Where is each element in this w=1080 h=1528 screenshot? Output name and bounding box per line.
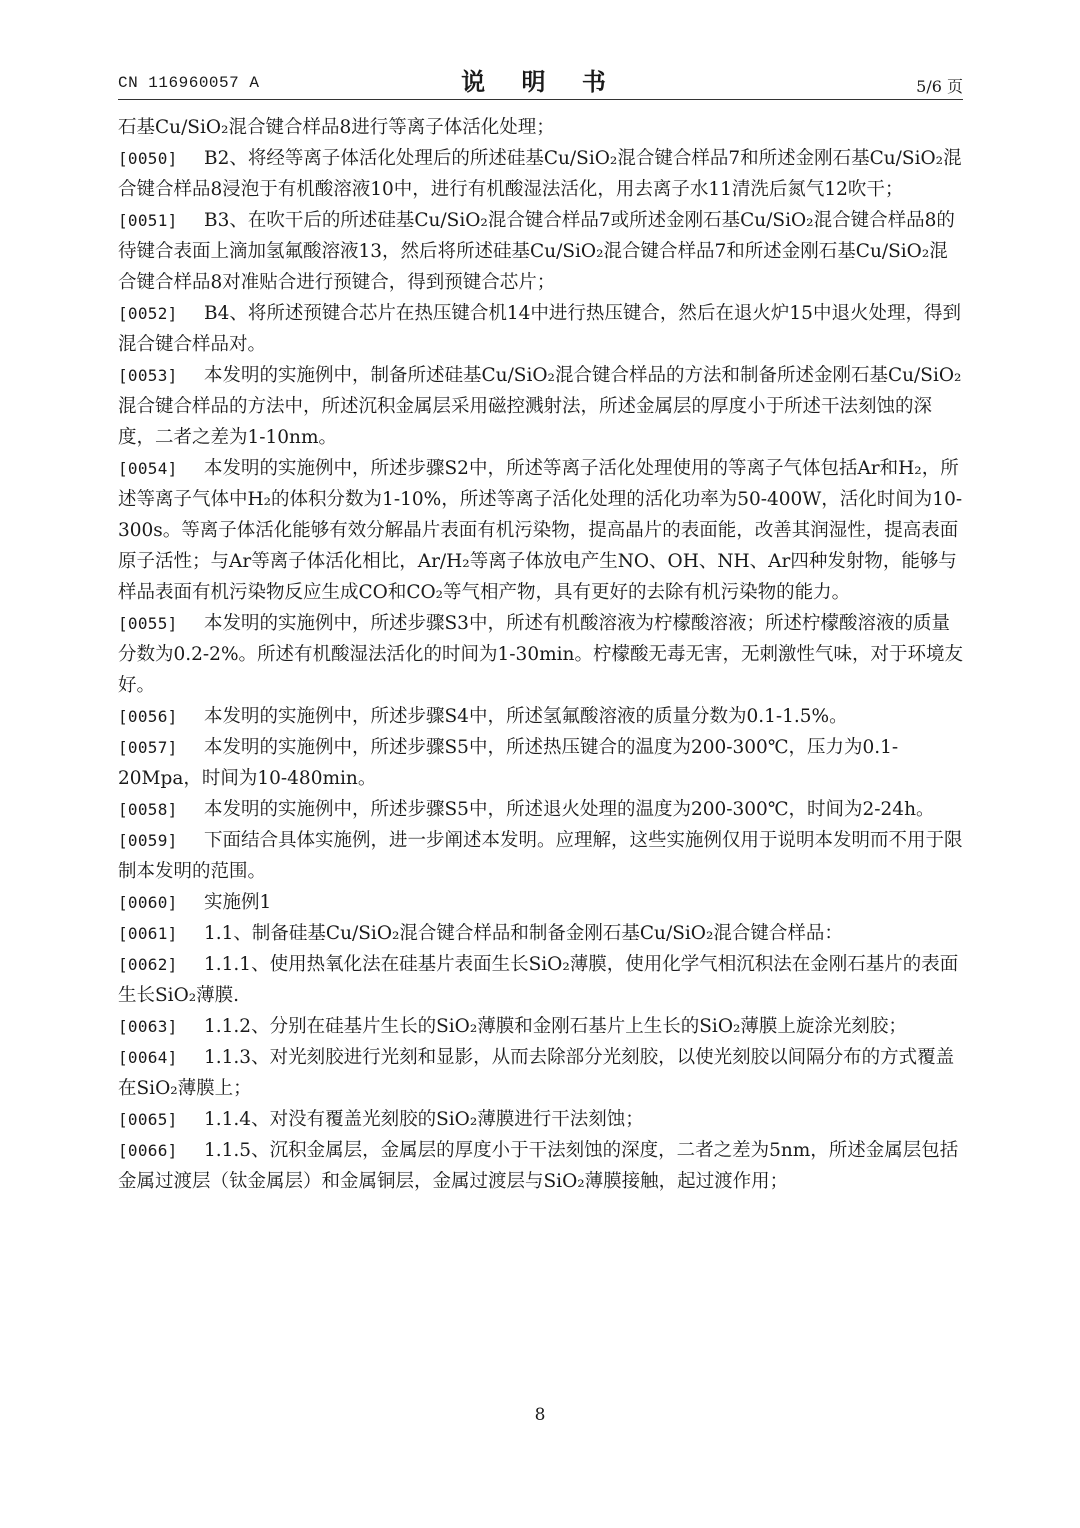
paragraph: [118, 732, 963, 794]
paragraph: [118, 825, 963, 887]
document-body: [118, 112, 963, 1197]
paragraph-number: [0058]: [118, 800, 178, 819]
paragraph-text: 1.1、制备硅基Cu/SiO₂混合键合样品和制备金刚石基Cu/SiO₂混合键合样品：: [204, 923, 843, 944]
paragraph-text: 本发明的实施例中，所述步骤S3中，所述有机酸溶液为柠檬酸溶液；所述柠檬酸溶液的质量分数为0.2-2%。所述有机酸湿法活化的时间为1-30min。柠檬酸无毒无害，无刺激性气味，对于环境友好。: [118, 613, 963, 696]
document-title: 说 明 书: [461, 67, 620, 96]
paragraph: [118, 453, 963, 608]
paragraph-text: 本发明的实施例中，所述步骤S5中，所述热压键合的温度为200-300℃，压力为0.1-20Mpa，时间为10-480min。: [118, 737, 899, 789]
paragraph-text: 下面结合具体实施例，进一步阐述本发明。应理解，这些实施例仅用于说明本发明而不用于限制本发明的范围。: [118, 830, 963, 882]
paragraph-text: B4、将所述预键合芯片在热压键合机14中进行热压键合，然后在退火炉15中退火处理，得到混合键合样品对。: [118, 303, 961, 355]
page-header: [118, 62, 963, 98]
paragraph: [118, 1135, 963, 1197]
paragraph-text: 本发明的实施例中，所述步骤S4中，所述氢氟酸溶液的质量分数为0.1-1.5%。: [204, 706, 848, 727]
paragraph: [118, 887, 963, 918]
paragraph-number: [0050]: [118, 149, 178, 168]
paragraph-number: [0065]: [118, 1110, 178, 1129]
paragraph-number: [0059]: [118, 831, 178, 850]
paragraph-text: 石基Cu/SiO₂混合键合样品8进行等离子体活化处理；: [118, 117, 555, 138]
paragraph-text: 1.1.2、分别在硅基片生长的SiO₂薄膜和金刚石基片上生长的SiO₂薄膜上旋涂光刻胶；: [204, 1016, 907, 1037]
header-rule: [118, 99, 963, 100]
paragraph-number: [0052]: [118, 304, 178, 323]
paragraph: [118, 1011, 963, 1042]
paragraph-continuation: [118, 112, 963, 143]
paragraph: [118, 143, 963, 205]
paragraph-text: 1.1.4、对没有覆盖光刻胶的SiO₂薄膜进行干法刻蚀；: [204, 1109, 644, 1130]
paragraph-text: 本发明的实施例中，所述步骤S5中，所述退火处理的温度为200-300℃，时间为2-24h。: [204, 799, 935, 820]
paragraph: [118, 794, 963, 825]
paragraph-text: 本发明的实施例中，所述步骤S2中，所述等离子活化处理使用的等离子气体包括Ar和H₂，所述等离子气体中H₂的体积分数为1-10%，所述等离子活化处理的活化功率为50-400W，活化时间为10-300s。等离子体活化能够有效分解晶片表面有机污染物，提高晶片的表面能，改善其润湿性，提高表面原子活性；与Ar等离子体活化相比，Ar/H₂等离子体放电产生NO、OH、NH、Ar四种发射物，能够与样品表面有机污染物反应生成CO和CO₂等气相产物，具有更好的去除有机污染物的能力。: [118, 458, 963, 603]
paragraph-text: 本发明的实施例中，制备所述硅基Cu/SiO₂混合键合样品的方法和制备所述金刚石基Cu/SiO₂混合键合样品的方法中，所述沉积金属层采用磁控溅射法，所述金属层的厚度小于所述干法刻蚀的深度，二者之差为1-10nm。: [118, 365, 962, 448]
paragraph-text: 1.1.1、使用热氧化法在硅基片表面生长SiO₂薄膜，使用化学气相沉积法在金刚石基片的表面生长SiO₂薄膜.: [118, 954, 959, 1006]
paragraph-number: [0063]: [118, 1017, 178, 1036]
paragraph-number: [0056]: [118, 707, 178, 726]
paragraph: [118, 608, 963, 701]
paragraph-number: [0062]: [118, 955, 178, 974]
paragraph-text: 1.1.3、对光刻胶进行光刻和显影，从而去除部分光刻胶，以使光刻胶以间隔分布的方式覆盖在SiO₂薄膜上；: [118, 1047, 955, 1099]
paragraph: [118, 949, 963, 1011]
paragraph-number: [0055]: [118, 614, 178, 633]
paragraph: [118, 298, 963, 360]
paragraph-number: [0066]: [118, 1141, 178, 1160]
paragraph-number: [0054]: [118, 459, 178, 478]
paragraph-number: [0051]: [118, 211, 178, 230]
publication-number: CN 116960057 A: [118, 74, 260, 92]
paragraph-number: [0060]: [118, 893, 178, 912]
paragraph-text: B3、在吹干后的所述硅基Cu/SiO₂混合键合样品7或所述金刚石基Cu/SiO₂混合键合样品8的待键合表面上滴加氢氟酸溶液13，然后将所述硅基Cu/SiO₂混合键合样品7和所述金刚石基Cu/SiO₂混合键合样品8对准贴合进行预键合，得到预键合芯片；: [118, 210, 955, 293]
paragraph-text: B2、将经等离子体活化处理后的所述硅基Cu/SiO₂混合键合样品7和所述金刚石基Cu/SiO₂混合键合样品8浸泡于有机酸溶液10中，进行有机酸湿法活化，用去离子水11清洗后氮气12吹干；: [118, 148, 962, 200]
paragraph-text: 1.1.5、沉积金属层，金属层的厚度小于干法刻蚀的深度，二者之差为5nm，所述金属层包括金属过渡层（钛金属层）和金属铜层，金属过渡层与SiO₂薄膜接触，起过渡作用；: [118, 1140, 959, 1192]
paragraph: [118, 701, 963, 732]
paragraph-number: [0057]: [118, 738, 178, 757]
paragraph-number: [0064]: [118, 1048, 178, 1067]
paragraph: [118, 205, 963, 298]
paragraph-number: [0053]: [118, 366, 178, 385]
paragraph: [118, 360, 963, 453]
paragraph-number: [0061]: [118, 924, 178, 943]
paragraph-text: 实施例1: [204, 892, 272, 913]
page-info: 5/6 页: [916, 77, 963, 96]
paragraph: [118, 1042, 963, 1104]
paragraph: [118, 1104, 963, 1135]
paragraph: [118, 918, 963, 949]
page-number: 8: [534, 1405, 546, 1425]
